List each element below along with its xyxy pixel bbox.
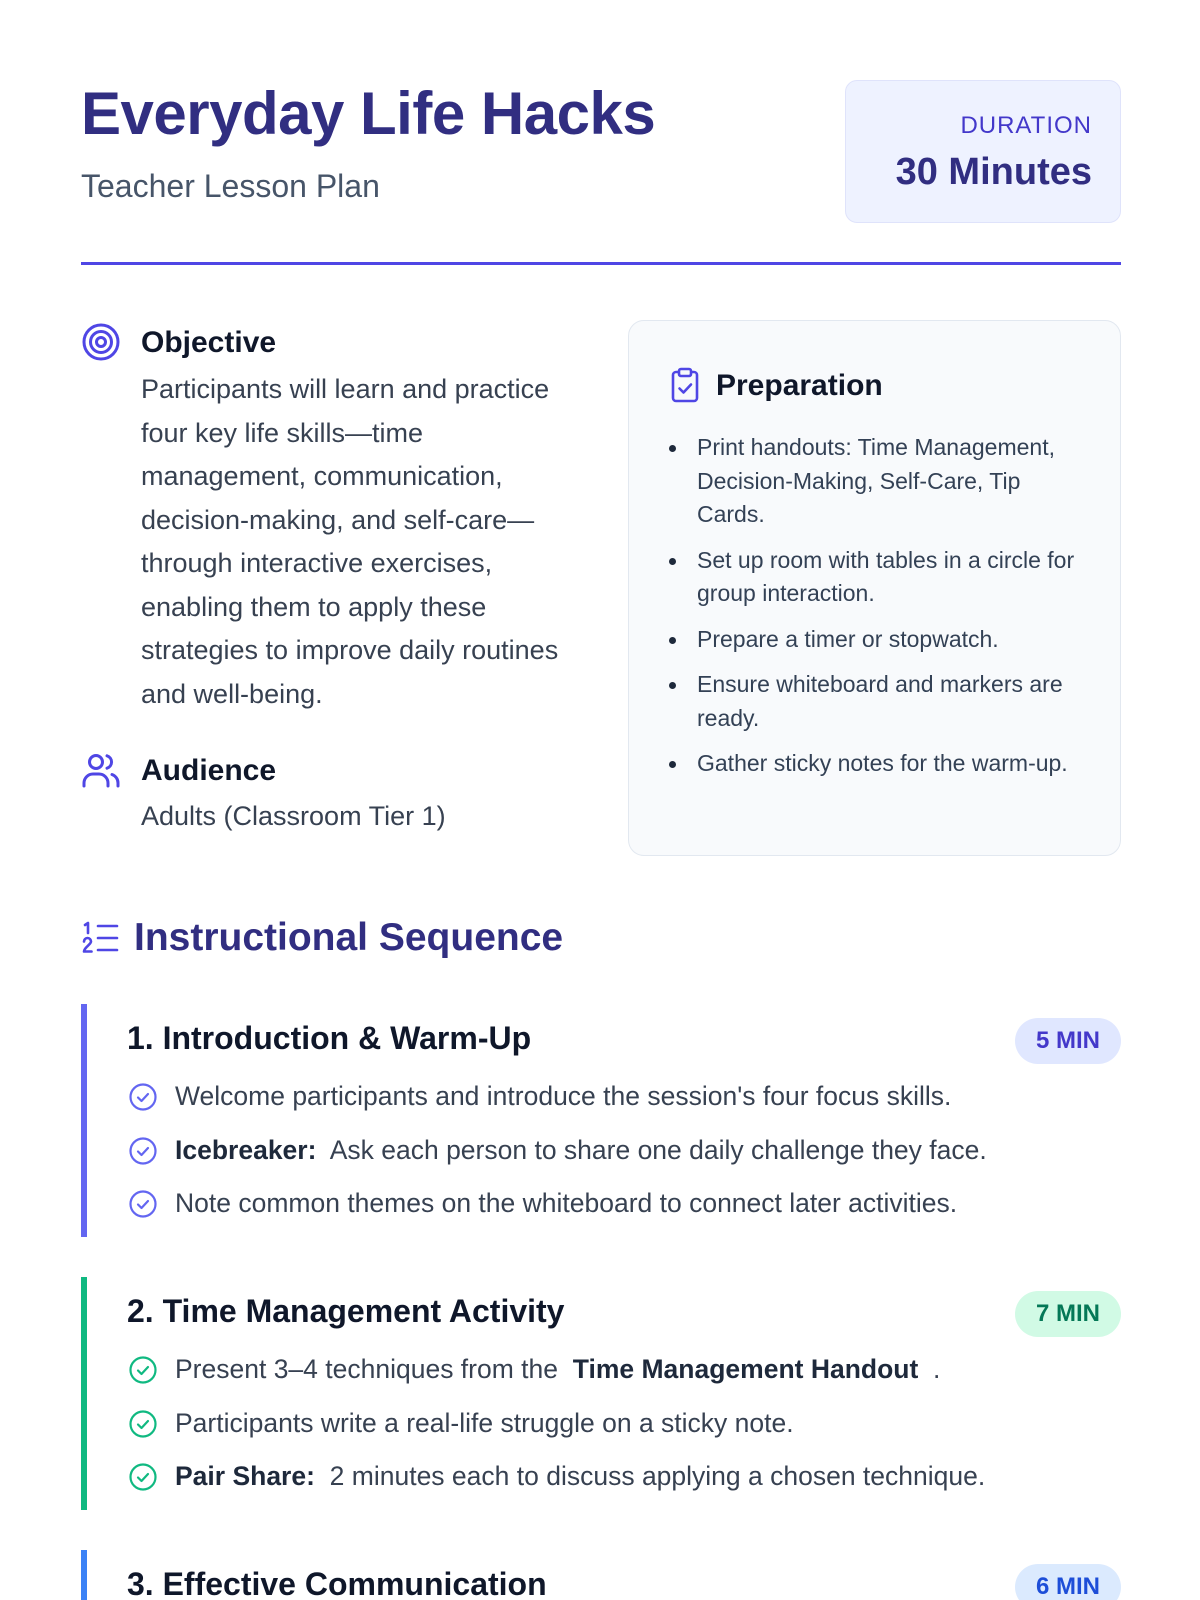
check-circle-icon	[128, 1409, 158, 1439]
step-items	[127, 1070, 1121, 1231]
objective-text: Participants will learn and practice four key life skills—time management, communication, decision-making, and self-care—through interactive exercises, enabling them to apply these strategies to improve daily routines and well-being.	[141, 374, 559, 709]
check-circle-icon	[128, 1082, 158, 1112]
page-subtitle: Teacher Lesson Plan	[81, 168, 380, 204]
preparation-list	[669, 431, 1080, 781]
step-item-text: Participants write a real-life struggle on a sticky note.	[175, 1407, 794, 1438]
step-accent-bar	[81, 1550, 87, 1600]
list-item: Print handouts: Time Management, Decision-Making, Self-Care, Tip Cards.	[669, 431, 1080, 532]
step-item-label: Pair Share:	[175, 1461, 315, 1491]
duration-value: 30 Minutes	[895, 151, 1092, 193]
audience-section	[81, 746, 581, 836]
check-circle-icon	[128, 1355, 158, 1385]
duration-badge: 7 MIN	[1015, 1291, 1121, 1337]
step-item-text: 2 minutes each to discuss applying a chosen technique.	[329, 1461, 986, 1491]
step-item	[127, 1450, 1121, 1504]
page-title: Everyday Life Hacks	[81, 80, 656, 147]
clipboard-check-icon	[669, 367, 701, 403]
list-item: Prepare a timer or stopwatch.	[669, 623, 1080, 657]
list-item: Ensure whiteboard and markers are ready.	[669, 668, 1080, 735]
step-title: 3. Effective Communication	[127, 1566, 547, 1600]
step-accent-bar	[81, 1277, 87, 1510]
target-icon	[81, 322, 121, 362]
duration-label: DURATION	[960, 112, 1092, 139]
users-icon	[81, 750, 121, 790]
step-item	[127, 1177, 1121, 1231]
duration-badge: 6 MIN	[1015, 1564, 1121, 1600]
step-item-label: Time Management Handout	[572, 1354, 919, 1384]
preparation-card	[628, 320, 1121, 856]
info-column	[81, 318, 581, 836]
header	[81, 0, 1121, 268]
step-introduction-warm-up	[81, 1004, 1121, 1237]
audience-text: Adults (Classroom Tier 1)	[141, 801, 446, 831]
step-title: 1. Introduction & Warm-Up	[127, 1020, 532, 1056]
check-circle-icon	[128, 1189, 158, 1219]
step-time-management	[81, 1277, 1121, 1510]
check-circle-icon	[128, 1462, 158, 1492]
lesson-plan-page	[81, 0, 1121, 1600]
audience-title: Audience	[141, 754, 277, 787]
list-item: Gather sticky notes for the warm-up.	[669, 747, 1080, 781]
step-item-text: Welcome participants and introduce the session's four focus skills.	[175, 1081, 952, 1111]
header-divider	[81, 262, 1121, 265]
sequence-title: Instructional Sequence	[134, 916, 564, 959]
step-item-label: Icebreaker:	[175, 1134, 317, 1165]
preparation-header	[669, 361, 1080, 411]
sequence-header	[81, 910, 563, 966]
step-title: 2. Time Management Activity	[127, 1293, 565, 1329]
numbered-list-icon	[81, 920, 119, 956]
objective-section	[81, 318, 581, 716]
step-item-text: .	[933, 1354, 941, 1384]
step-effective-communication	[81, 1550, 1121, 1600]
step-item-text: Present 3–4 techniques from the	[175, 1354, 559, 1384]
step-item	[127, 1343, 1121, 1397]
duration-badge: 5 MIN	[1015, 1018, 1121, 1064]
step-item	[127, 1070, 1121, 1124]
step-accent-bar	[81, 1004, 87, 1237]
objective-title: Objective	[141, 326, 277, 359]
check-circle-icon	[128, 1136, 158, 1166]
step-item-text: Ask each person to share one daily challenge they face.	[329, 1134, 987, 1165]
step-item-text: Note common themes on the whiteboard to connect later activities.	[175, 1188, 958, 1218]
step-item	[127, 1397, 1121, 1451]
step-item	[127, 1124, 1121, 1178]
duration-box	[845, 80, 1121, 223]
list-item: Set up room with tables in a circle for group interaction.	[669, 544, 1080, 611]
step-items	[127, 1343, 1121, 1504]
preparation-title: Preparation	[716, 369, 883, 402]
